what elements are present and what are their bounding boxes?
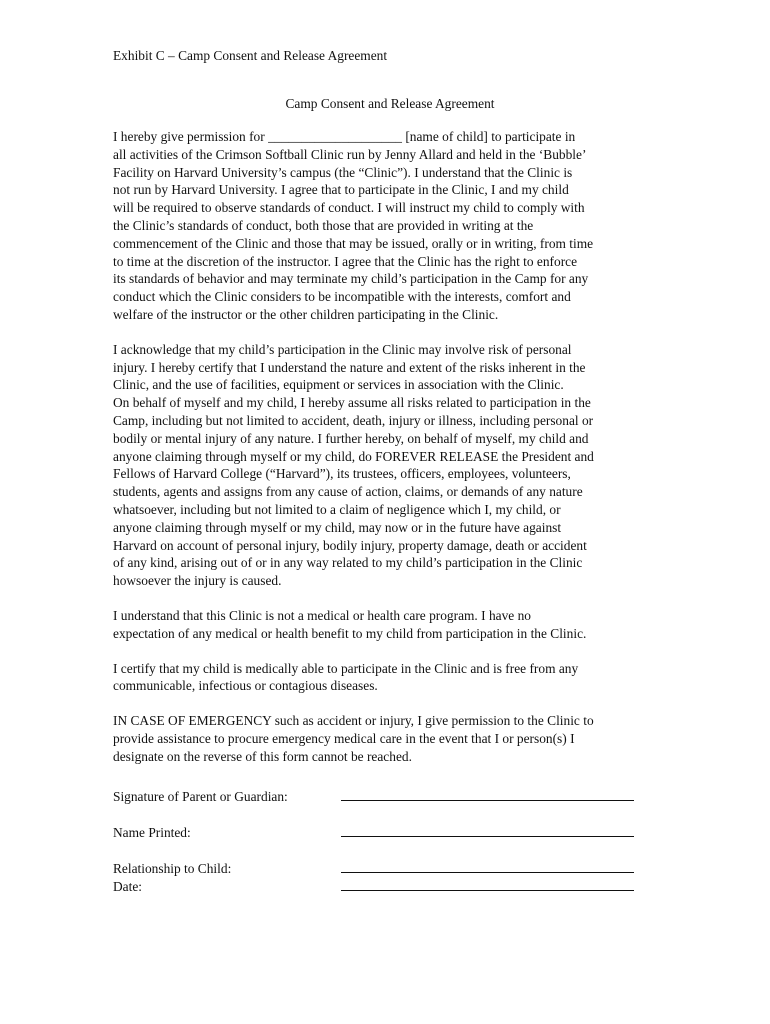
paragraph-emergency: IN CASE OF EMERGENCY such as accident or injury, I give permission to the Clinic to provide assistance to procure emergency medical care in the event that I or person(s) I designate on the reverse of this form cannot be reached. (113, 713, 594, 764)
name-printed-label: Name Printed: (113, 824, 191, 840)
name-printed-row (113, 824, 661, 842)
relationship-line[interactable] (341, 872, 634, 873)
name-printed-line[interactable] (341, 836, 634, 837)
paragraph-permission: I hereby give permission for ____________________ [name of child] to participate in all activities of the Crimson Softball Clinic run by Jenny Allard and held in the ‘Bubble’ Facility on Harvard University’s campus (the “Clinic”). I understand that the Clinic is not run by Harvard University. I agree that to participate in the Clinic, I and my child will be required to observe standards of conduct. I will instruct my child to comply with the Clinic’s standards of conduct, both those that are provided in writing at the commencement of the Clinic and those that may be issued, orally or in writing, from time to time at the discretion of the instructor. I agree that the Clinic has the right to enforce its standards of behavior and may terminate my child’s participation in the Camp for any conduct which the Clinic considers to be incompatible with the interests, comfort and welfare of the instructor or the other children participating in the Clinic. (113, 129, 594, 322)
signature-block (113, 788, 661, 896)
date-label: Date: (113, 878, 142, 894)
paragraph-not-medical: I understand that this Clinic is not a medical or health care program. I have no expectation of any medical or health benefit to my child from participation in the Clinic. (113, 607, 587, 641)
relationship-label: Relationship to Child: (113, 860, 232, 876)
paragraph-release: I acknowledge that my child’s participation in the Clinic may involve risk of personal injury. I hereby certify that I understand the nature and extent of the risks inherent in the Clinic, and the use of facilities, equipment or services in association with the Clinic. On behalf of myself and my child, I hereby assume all risks related to participation in the Camp, including but not limited to accident, death, injury or illness, including personal or bodily or mental injury of any nature. I further hereby, on behalf of myself, my child and anyone claiming through myself or my child, do FOREVER RELEASE the President and Fellows of Harvard College (“Harvard”), its trustees, officers, employees, volunteers, students, agents and assigns from any cause of action, claims, or demands of any nature whatsoever, including but not limited to a claim of negligence which I, my child, or anyone claiming through myself or my child, may now or in the future have against Harvard on account of personal injury, bodily injury, property damage, death or accident of any kind, arising out of or in any way related to my child’s participation in the Clinic howsoever the injury is caused. (113, 341, 594, 589)
date-row (113, 878, 661, 896)
relationship-row (113, 860, 661, 878)
signature-row (113, 788, 661, 806)
date-line[interactable] (341, 890, 634, 891)
signature-label: Signature of Parent or Guardian: (113, 788, 288, 804)
paragraph-medical-certification: I certify that my child is medically able to participate in the Clinic and is free from any communicable, infectious or contagious diseases. (113, 660, 579, 694)
document-page (113, 46, 661, 896)
exhibit-heading: Exhibit C – Camp Consent and Release Agreement (113, 48, 388, 63)
document-title: Camp Consent and Release Agreement (285, 96, 495, 111)
signature-line[interactable] (341, 800, 634, 801)
